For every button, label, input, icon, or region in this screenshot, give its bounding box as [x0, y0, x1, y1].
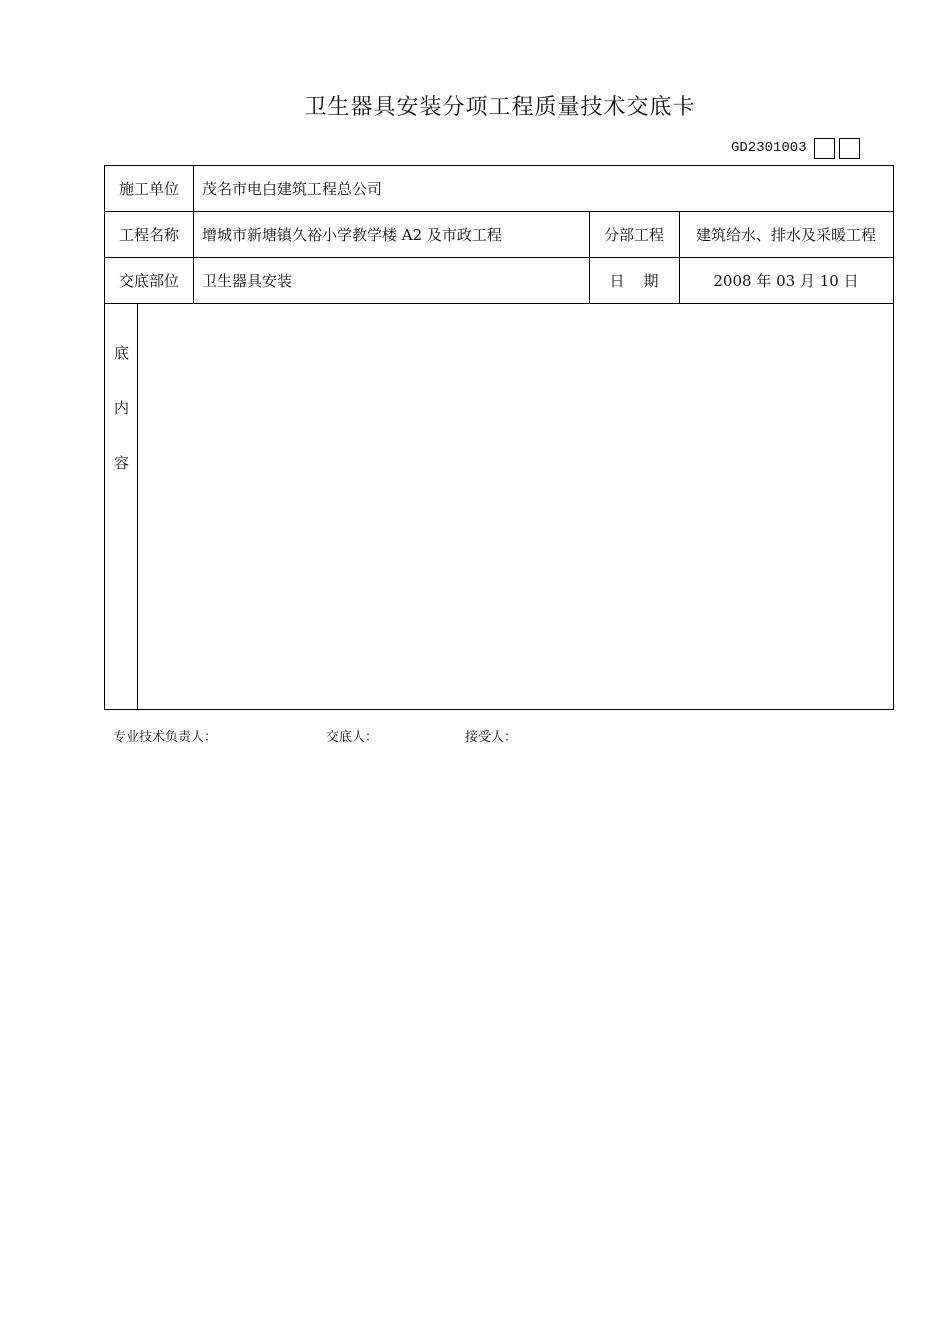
- code-checkbox-2[interactable]: [839, 138, 860, 159]
- page-title: 卫生器具安装分项工程质量技术交底卡: [304, 95, 696, 120]
- briefing-content-body[interactable]: [139, 304, 893, 709]
- construction-unit-label: 施工单位: [118, 180, 179, 198]
- form-code-text: GD2301003: [731, 140, 807, 156]
- sub-project-value[interactable]: 建筑给水、排水及采暖工程: [695, 226, 876, 244]
- presenter-label: 交底人：: [326, 730, 379, 745]
- receiver-label: 接受人：: [465, 730, 518, 745]
- construction-unit-value[interactable]: 茂名市电白建筑工程总公司: [202, 180, 383, 198]
- row-briefing-part: [105, 258, 893, 304]
- side-char-1: 底: [113, 344, 129, 362]
- sub-project-label: 分部工程: [603, 226, 664, 244]
- project-name-label: 工程名称: [118, 226, 179, 244]
- code-checkbox-1[interactable]: [814, 138, 835, 159]
- form-code: [731, 136, 860, 160]
- date-value[interactable]: 2008 年 03 月 10 日: [713, 272, 859, 290]
- briefing-part-label: 交底部位: [118, 272, 179, 290]
- side-char-3: 容: [113, 454, 129, 472]
- content-side-label: [105, 304, 138, 709]
- side-char-2: 内: [113, 399, 129, 417]
- project-name-value[interactable]: 增城市新塘镇久裕小学教学楼 A2 及市政工程: [202, 226, 502, 244]
- tech-lead-label: 专业技术负责人：: [113, 730, 218, 745]
- briefing-part-value[interactable]: 卫生器具安装: [202, 272, 293, 290]
- briefing-form: [104, 165, 894, 710]
- briefing-content-area: [105, 304, 893, 709]
- row-project-name: [105, 212, 893, 258]
- date-label: 日 期: [609, 272, 659, 290]
- row-construction-unit: [105, 166, 893, 212]
